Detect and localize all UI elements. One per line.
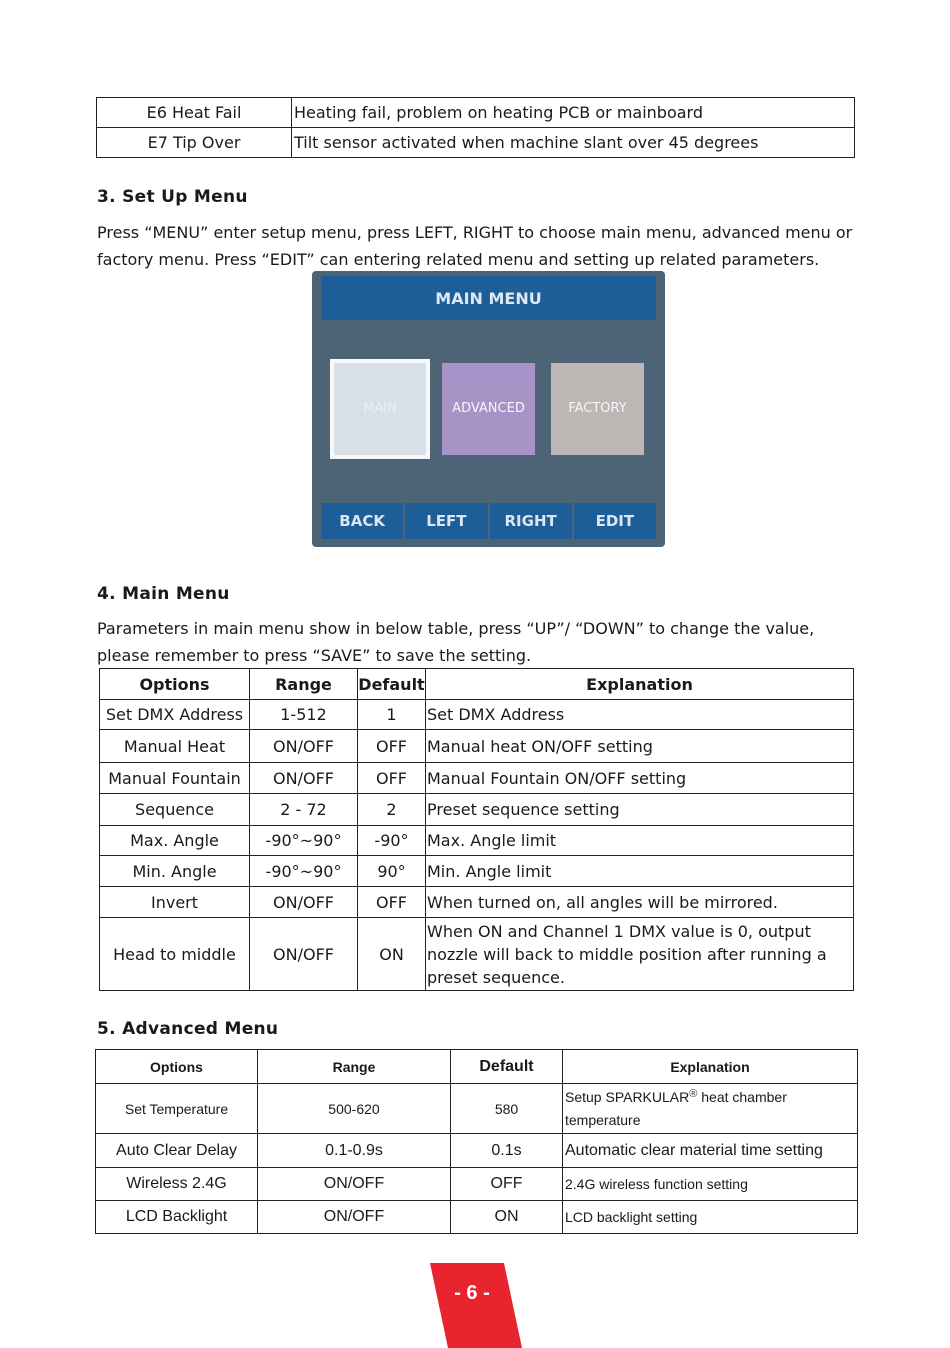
table-row: [100, 763, 854, 794]
error-code-cell: E6 Heat Fail: [97, 98, 292, 128]
range-cell: ON/OFF: [250, 918, 358, 991]
menu-button-bar: [321, 503, 656, 539]
edit-button: EDIT: [595, 512, 635, 530]
range-cell: -90°~90°: [250, 856, 358, 887]
table-row: [100, 730, 854, 763]
option-cell: Manual Fountain: [100, 763, 250, 794]
option-cell: Sequence: [100, 794, 250, 826]
explanation-cell: [563, 1084, 858, 1134]
advanced-menu-tile: ADVANCED: [442, 363, 535, 455]
default-cell: -90°: [358, 826, 426, 856]
explanation-cell: Set DMX Address: [426, 700, 854, 730]
section-heading-advanced-menu: 5. Advanced Menu: [97, 1019, 279, 1039]
default-cell: ON: [358, 918, 426, 991]
default-cell: 1: [358, 700, 426, 730]
column-header-options: Options: [100, 669, 250, 700]
table-header-row: [96, 1050, 858, 1084]
explanation-cell: When turned on, all angles will be mirrored.: [426, 887, 854, 918]
table-row: [100, 887, 854, 918]
option-cell: Manual Heat: [100, 730, 250, 763]
section-heading-main-menu: 4. Main Menu: [97, 584, 230, 604]
range-cell: ON/OFF: [250, 887, 358, 918]
left-button: LEFT: [405, 503, 489, 539]
default-cell: 580: [451, 1084, 563, 1134]
range-cell: 500-620: [258, 1084, 451, 1134]
page-number: - 6 -: [454, 1282, 490, 1304]
range-cell: 0.1-0.9s: [258, 1134, 451, 1168]
range-cell: ON/OFF: [250, 730, 358, 763]
option-cell: Set DMX Address: [100, 700, 250, 730]
registered-mark: ®: [689, 1087, 698, 1100]
setup-menu-paragraph: Press “MENU” enter setup menu, press LEFT, RIGHT to choose main menu, advanced menu or factory menu. Press “EDIT” can entering related menu and setting up related parameters.: [97, 223, 853, 269]
option-cell: Head to middle: [100, 918, 250, 991]
range-cell: ON/OFF: [250, 763, 358, 794]
table-row: [100, 826, 854, 856]
default-cell: ON: [451, 1201, 563, 1234]
explanation-text: heat chamber temperature: [565, 1088, 787, 1128]
explanation-cell: Max. Angle limit: [426, 826, 854, 856]
main-menu-table: [99, 668, 854, 991]
table-row: [100, 794, 854, 826]
option-cell: Max. Angle: [100, 826, 250, 856]
table-row: [97, 128, 855, 158]
error-code-cell: E7 Tip Over: [97, 128, 292, 158]
table-header-row: [100, 669, 854, 700]
column-header-range: Range: [250, 669, 358, 700]
column-header-default: Default: [451, 1050, 563, 1084]
main-menu-paragraph: Parameters in main menu show in below table, press “UP”/ “DOWN” to change the value, please remember to press “SAVE” to save the setting.: [97, 619, 815, 665]
option-cell: Auto Clear Delay: [96, 1134, 258, 1168]
error-description-cell: Heating fail, problem on heating PCB or mainboard: [292, 98, 855, 128]
explanation-cell: Manual heat ON/OFF setting: [426, 730, 854, 763]
option-cell: Wireless 2.4G: [96, 1168, 258, 1201]
advanced-menu-table: [95, 1049, 858, 1234]
default-cell: OFF: [358, 887, 426, 918]
option-cell: Min. Angle: [100, 856, 250, 887]
default-cell: 2: [358, 794, 426, 826]
range-cell: ON/OFF: [258, 1168, 451, 1201]
table-row: [96, 1084, 858, 1134]
table-row: [96, 1134, 858, 1168]
section-heading-setup-menu: 3. Set Up Menu: [97, 187, 248, 207]
page-badge-shape: [430, 1263, 522, 1348]
page-number-badge: [418, 1263, 526, 1348]
option-cell: Set Temperature: [96, 1084, 258, 1134]
range-cell: 2 - 72: [250, 794, 358, 826]
column-header-range: Range: [258, 1050, 451, 1084]
error-code-table: [96, 97, 855, 158]
range-cell: -90°~90°: [250, 826, 358, 856]
explanation-text: Setup SPARKULAR: [565, 1088, 690, 1105]
column-header-options: Options: [96, 1050, 258, 1084]
table-row: [100, 918, 854, 991]
explanation-cell: When ON and Channel 1 DMX value is 0, output nozzle will back to middle position after running a preset sequence.: [426, 918, 854, 991]
table-row: [96, 1201, 858, 1234]
explanation-cell: Min. Angle limit: [426, 856, 854, 887]
option-cell: Invert: [100, 887, 250, 918]
table-row: [96, 1168, 858, 1201]
explanation-cell: Automatic clear material time setting: [563, 1134, 858, 1168]
range-cell: 1-512: [250, 700, 358, 730]
column-header-explanation: Explanation: [426, 669, 854, 700]
range-cell: ON/OFF: [258, 1201, 451, 1234]
explanation-cell: 2.4G wireless function setting: [563, 1168, 858, 1201]
explanation-cell: Preset sequence setting: [426, 794, 854, 826]
main-menu-screenshot: [312, 271, 665, 547]
back-button: BACK: [321, 503, 405, 539]
error-description-cell: Tilt sensor activated when machine slant over 45 degrees: [292, 128, 855, 158]
default-cell: OFF: [358, 730, 426, 763]
default-cell: OFF: [451, 1168, 563, 1201]
default-cell: OFF: [358, 763, 426, 794]
explanation-cell: LCD backlight setting: [563, 1201, 858, 1234]
explanation-cell: Manual Fountain ON/OFF setting: [426, 763, 854, 794]
table-row: [97, 98, 855, 128]
right-button: RIGHT: [490, 503, 574, 539]
table-row: [100, 856, 854, 887]
column-header-default: Default: [358, 669, 426, 700]
option-cell: LCD Backlight: [96, 1201, 258, 1234]
column-header-explanation: Explanation: [563, 1050, 858, 1084]
menu-title: MAIN MENU: [321, 276, 656, 320]
default-cell: 90°: [358, 856, 426, 887]
default-cell: 0.1s: [451, 1134, 563, 1168]
main-menu-tile: MAIN: [330, 359, 430, 459]
table-row: [100, 700, 854, 730]
factory-menu-tile: FACTORY: [551, 363, 644, 455]
